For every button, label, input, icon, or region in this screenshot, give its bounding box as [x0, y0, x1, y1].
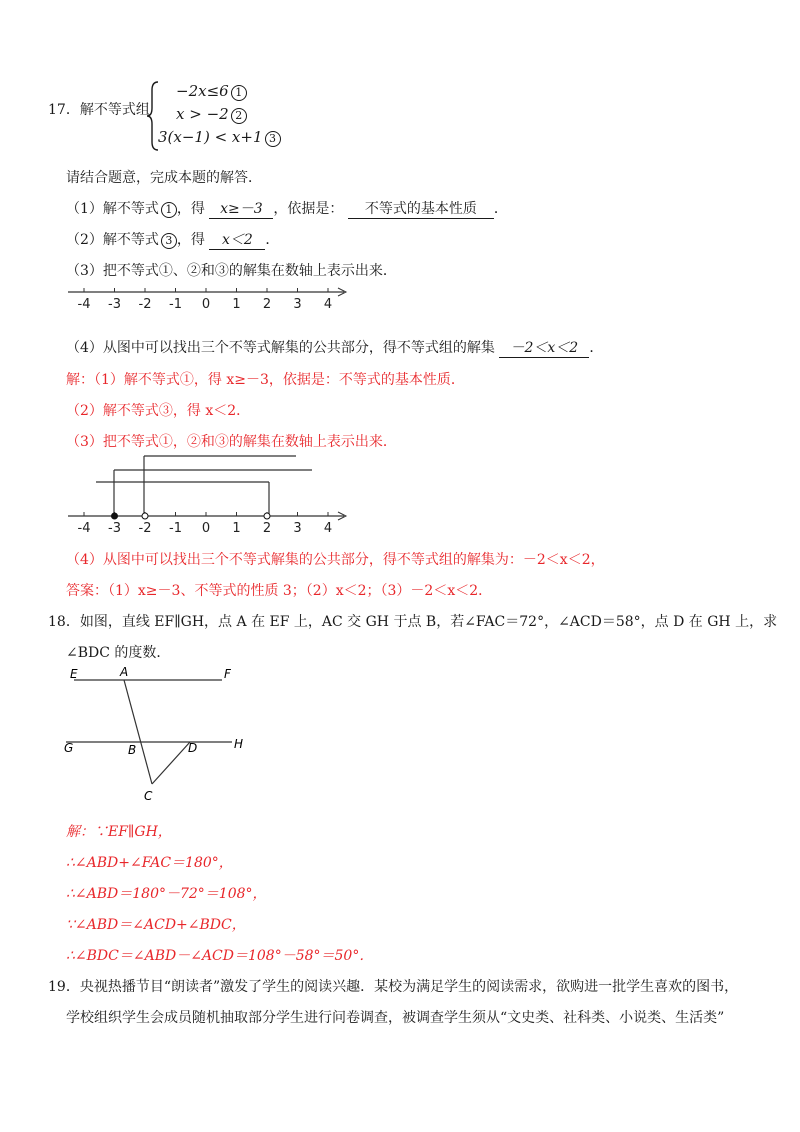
q17-part4: （4）从图中可以找出三个不等式解集的公共部分，得不等式组的解集 －2＜x＜2 ． — [66, 340, 604, 356]
axis-tick-label: 1 — [232, 297, 241, 312]
inequality-2: x > −2 2 — [176, 105, 247, 124]
axis-tick-label: -4 — [77, 297, 91, 312]
label-C: C — [144, 789, 153, 803]
number-line-blank — [60, 282, 360, 318]
axis-tick-label: -3 — [108, 521, 121, 536]
q17-part3: （3）把不等式①、②和③的解集在数轴上表示出来． — [66, 263, 397, 279]
segment-AC — [124, 680, 152, 784]
segment-CD — [152, 742, 190, 784]
answer-blank-1: x≥－3 — [209, 200, 273, 219]
inequality-3: 3(x−1) < x+1 3 — [158, 128, 281, 147]
axis-tick-label: 0 — [201, 297, 211, 312]
q17-answer: 答案：（1）x≥－3、不等式的性质 3；（2）x＜2；（3）－2＜x＜2． — [66, 583, 493, 599]
axis-tick-label: 3 — [293, 297, 302, 312]
q17-number-prompt: 17．解不等式组 — [48, 102, 150, 118]
q17-solution-1: 解：（1）解不等式①，得 x≥－3，依据是：不等式的基本性质． — [66, 372, 465, 388]
label-H: H — [234, 737, 244, 751]
q18-solution-4: ∵∠ABD＝∠ACD+∠BDC， — [66, 917, 246, 933]
q18-solution-3: ∴∠ABD＝180°－72°＝108°， — [66, 886, 267, 902]
q19-line2: 学校组织学生会成员随机抽取部分学生进行问卷调查，被调查学生须从“文史类、社科类、小说类、生活类” — [66, 1010, 725, 1026]
label-F: F — [224, 667, 231, 681]
q17-solution-3: （3）把不等式①，②和③的解集在数轴上表示出来． — [66, 434, 397, 450]
axis-tick-label: 4 — [323, 521, 333, 536]
q17-instruction: 请结合题意，完成本题的解答． — [66, 170, 262, 186]
q17-solution-2: （2）解不等式③，得 x＜2． — [66, 403, 251, 419]
label-B: B — [128, 743, 137, 757]
open-dot-icon — [142, 513, 148, 519]
answer-blank-2: 不等式的基本性质 — [348, 200, 494, 219]
q17-solution-4: （4）从图中可以找出三个不等式解集的公共部分，得不等式组的解集为：－2＜x＜2， — [66, 552, 605, 568]
answer-blank-4: －2＜x＜2 — [499, 339, 589, 358]
number-line-solution — [60, 448, 360, 538]
q18-solution-1: 解：∵EF∥GH， — [66, 824, 172, 840]
axis-tick-label: -2 — [138, 521, 152, 536]
axis-tick-label: -1 — [169, 297, 182, 312]
geometry-figure — [64, 664, 284, 804]
axis-tick-label: 1 — [232, 521, 241, 536]
label-D: D — [188, 741, 198, 755]
axis-tick-label: 0 — [201, 521, 211, 536]
q19-line1: 19．央视热播节目“朗读者”激发了学生的阅读兴趣．某校为满足学生的阅读需求，欲购进一批学生喜欢的图书， — [48, 979, 739, 995]
inequality-system — [146, 80, 296, 152]
axis-tick-label: 3 — [293, 521, 302, 536]
open-dot-icon — [264, 513, 270, 519]
label-E: E — [70, 667, 78, 681]
inequality-1: −2x≤6 1 — [176, 82, 247, 101]
label-G: G — [64, 741, 74, 755]
q18-line1: 18．如图，直线 EF∥GH，点 A 在 EF 上，AC 交 GH 于点 B，若∠FAC＝72°，∠ACD＝58°，点 D 在 GH 上，求 — [48, 614, 778, 630]
closed-dot-icon — [112, 513, 118, 519]
axis-tick-label: 2 — [262, 297, 272, 312]
q18-line2: ∠BDC 的度数． — [66, 645, 171, 661]
axis-tick-label: -3 — [108, 297, 121, 312]
answer-blank-3: x＜2 — [209, 231, 265, 250]
axis-tick-label: 2 — [262, 521, 272, 536]
axis-tick-label: -1 — [169, 521, 182, 536]
axis-tick-label: -4 — [77, 521, 91, 536]
axis-tick-label: -2 — [138, 297, 152, 312]
axis-tick-label: 4 — [323, 297, 333, 312]
q18-solution-2: ∴∠ABD+∠FAC＝180°， — [66, 855, 233, 871]
q17-part1: （1）解不等式 1 ，得 x≥－3 ，依据是： 不等式的基本性质 ． — [66, 201, 508, 217]
q18-solution-5: ∴∠BDC＝∠ABD－∠ACD＝108°－58°＝50°． — [66, 948, 374, 964]
q17-part2: （2）解不等式 3 ，得 x＜2 ． — [66, 232, 280, 248]
label-A: A — [120, 665, 129, 679]
